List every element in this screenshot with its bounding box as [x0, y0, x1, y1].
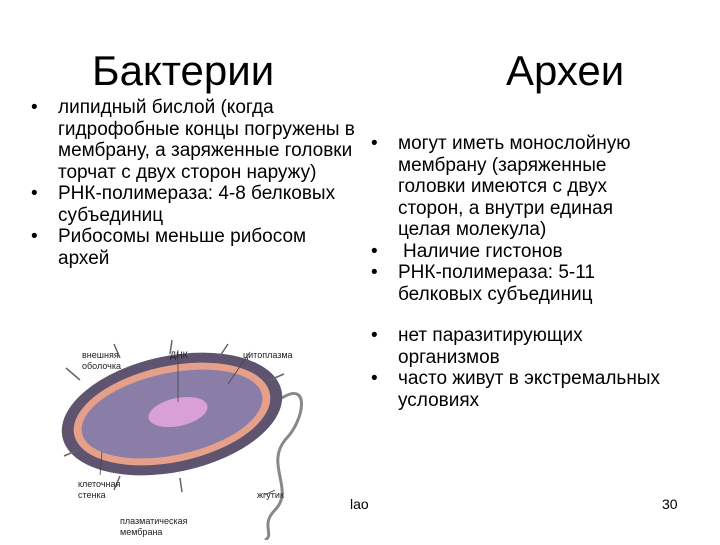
list-item: • РНК-полимераза: 4-8 белковых субъединиц — [28, 183, 358, 226]
label-plasma-membrane-2: мембрана — [120, 527, 163, 537]
label-cell-wall-1: клеточная — [78, 479, 121, 489]
title-archaea: Археи — [506, 47, 625, 94]
figure-labels — [60, 340, 360, 540]
label-outer-membrane-1: внешняя — [82, 350, 119, 360]
label-cytoplasm: цитоплазма — [243, 350, 293, 360]
list-item: • Рибосомы меньше рибосом архей — [28, 226, 358, 269]
archaea-list — [368, 133, 668, 411]
label-flagellum: жгутик — [257, 490, 284, 500]
label-dna: ДНК — [170, 350, 188, 360]
list-item: • липидный бислой (когда гидрофобные концы погружены в мембрану, а заряженные головки торчат с двух сторон наружу) — [28, 97, 358, 183]
bacterial-cell-diagram — [60, 340, 360, 540]
title-bacteria: Бактерии — [92, 47, 275, 94]
label-outer-membrane-2: оболочка — [82, 361, 121, 371]
list-item: • могут иметь монослойную мембрану (заряженные головки имеются с двух сторон, а внутри единая целая молекула) — [368, 133, 668, 241]
bacteria-list — [28, 97, 358, 269]
label-plasma-membrane-1: плазматическая — [120, 516, 188, 526]
footer-left: lao — [350, 496, 369, 512]
list-item: • нет паразитирующих организмов — [368, 325, 668, 368]
page-number: 30 — [662, 496, 678, 512]
list-item: • РНК-полимераза: 5-11 белковых субъединиц — [368, 262, 668, 305]
label-cell-wall-2: стенка — [78, 490, 106, 500]
list-item-text: Наличие гистонов — [403, 240, 563, 262]
list-item: • часто живут в экстремальных условиях — [368, 368, 668, 411]
list-item — [368, 241, 668, 263]
